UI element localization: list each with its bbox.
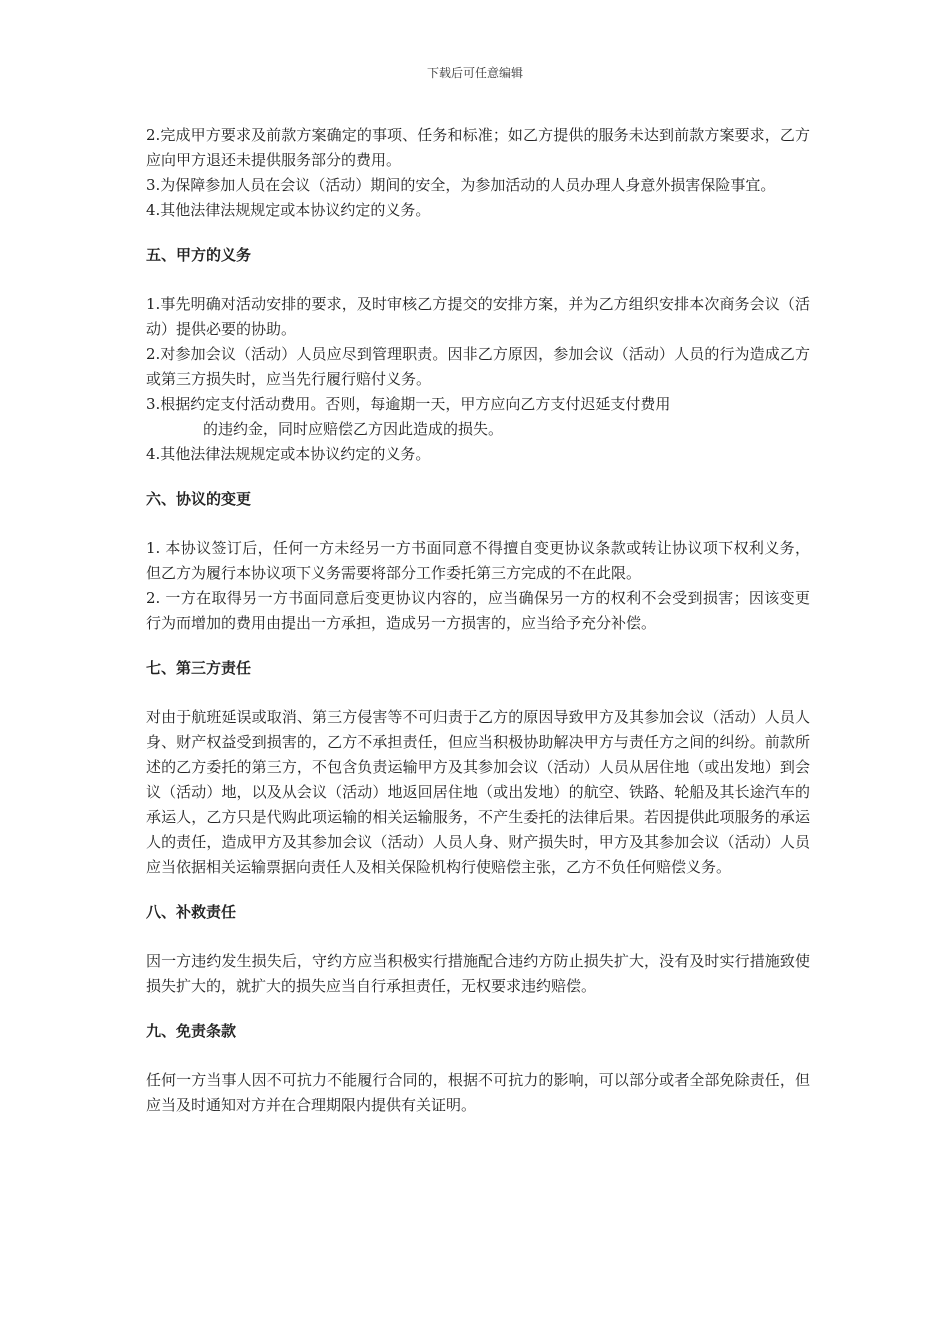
section-heading: 九、免责条款 bbox=[146, 1022, 237, 1040]
list-item-line-indented: 的违约金，同时应赔偿乙方因此造成的损失。 bbox=[203, 420, 504, 438]
list-item bbox=[146, 392, 810, 442]
list-item: 4.其他法律法规规定或本协议约定的义务。 bbox=[146, 445, 431, 463]
section-5 bbox=[146, 292, 810, 467]
list-item: 4.其他法律法规规定或本协议约定的义务。 bbox=[146, 201, 431, 219]
list-item: 2. 一方在取得另一方书面同意后变更协议内容的，应当确保另一方的权利不会受到损害；因该变更行为而增加的费用由提出一方承担，造成另一方损害的，应当给予充分补偿。 bbox=[146, 589, 810, 632]
list-item: 2.完成甲方要求及前款方案确定的事项、任务和标准；如乙方提供的服务未达到前款方案要求，乙方应向甲方退还未提供服务部分的费用。 bbox=[146, 126, 810, 169]
section-heading: 五、甲方的义务 bbox=[146, 246, 252, 264]
section-heading: 八、补救责任 bbox=[146, 903, 237, 921]
list-item-line: 3.根据约定支付活动费用。否则，每逾期一天，甲方应向乙方支付迟延支付费用 bbox=[146, 395, 671, 413]
section-4-continued bbox=[146, 123, 810, 223]
section-heading: 六、协议的变更 bbox=[146, 490, 252, 508]
section-6 bbox=[146, 536, 810, 636]
list-item: 3.为保障参加人员在会议（活动）期间的安全，为参加活动的人员办理人身意外损害保险事宜。 bbox=[146, 176, 776, 194]
section-heading: 七、第三方责任 bbox=[146, 659, 252, 677]
document-body bbox=[146, 123, 810, 1118]
list-item: 2.对参加会议（活动）人员应尽到管理职责。因非乙方原因，参加会议（活动）人员的行为造成乙方或第三方损失时，应当先行履行赔付义务。 bbox=[146, 345, 810, 388]
section-7-body: 对由于航班延误或取消、第三方侵害等不可归责于乙方的原因导致甲方及其参加会议（活动）人员人身、财产权益受到损害的，乙方不承担责任，但应当积极协助解决甲方与责任方之间的纠纷。前款所述的乙方委托的第三方，不包含负责运输甲方及其参加会议（活动）人员从居住地（或出发地）到会议（活动）地，以及从会议（活动）地返回居住地（或出发地）的航空、铁路、轮船及其长途汽车的承运人，乙方只是代购此项运输的相关运输服务，不产生委托的法律后果。若因提供此项服务的承运人的责任，造成甲方及其参加会议（活动）人员人身、财产损失时，甲方及其参加会议（活动）人员应当依据相关运输票据向责任人及相关保险机构行使赔偿主张，乙方不负任何赔偿义务。 bbox=[146, 708, 810, 876]
section-9-body: 任何一方当事人因不可抗力不能履行合同的，根据不可抗力的影响，可以部分或者全部免除责任，但应当及时通知对方并在合理期限内提供有关证明。 bbox=[146, 1071, 810, 1114]
list-item: 1. 本协议签订后，任何一方未经另一方书面同意不得擅自变更协议条款或转让协议项下权利义务，但乙方为履行本协议项下义务需要将部分工作委托第三方完成的不在此限。 bbox=[146, 539, 810, 582]
page-header: 下载后可任意编辑 bbox=[426, 66, 523, 80]
section-8-body: 因一方违约发生损失后，守约方应当积极实行措施配合违约方防止损失扩大，没有及时实行措施致使损失扩大的，就扩大的损失应当自行承担责任，无权要求违约赔偿。 bbox=[146, 952, 810, 995]
list-item: 1.事先明确对活动安排的要求，及时审核乙方提交的安排方案，并为乙方组织安排本次商务会议（活动）提供必要的协助。 bbox=[146, 295, 810, 338]
